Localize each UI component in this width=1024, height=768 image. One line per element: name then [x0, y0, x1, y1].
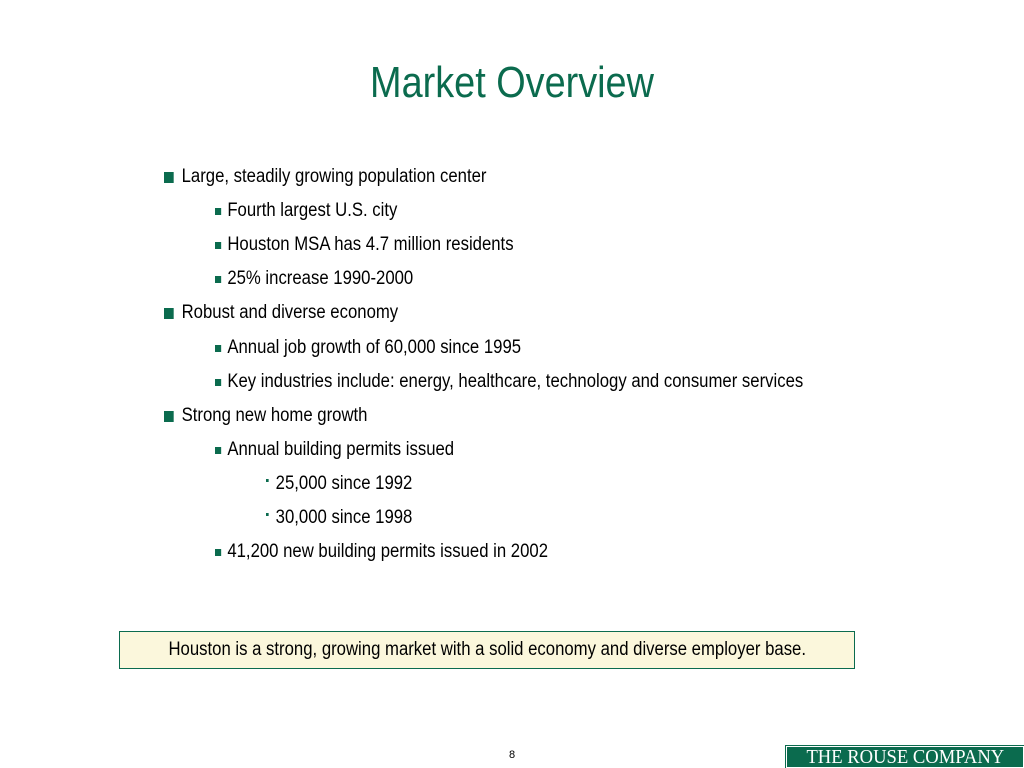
- bullet-item: [215, 198, 397, 224]
- bullet-item: [164, 403, 367, 429]
- bullet-item: [215, 232, 514, 258]
- bullet-item: [215, 437, 454, 463]
- bullet-item: [215, 369, 803, 395]
- square-bullet-icon: [215, 276, 221, 283]
- square-bullet-icon: [215, 345, 221, 352]
- slide-title: Market Overview: [370, 58, 654, 107]
- bullet-text: Large, steadily growing population center: [181, 166, 487, 187]
- bullet-text: 25,000 since 1992: [275, 473, 413, 494]
- bullet-text: 25% increase 1990-2000: [227, 268, 414, 289]
- bullet-text: Key industries include: energy, healthcare, technology and consumer services: [227, 371, 804, 392]
- company-logo-text: THE ROUSE COMPANY: [806, 745, 1004, 768]
- bullet-item: [215, 335, 521, 361]
- bullet-item: [164, 300, 398, 326]
- bullet-item: [266, 471, 412, 497]
- dot-bullet-icon: [266, 513, 269, 516]
- page-number: 8: [508, 749, 516, 761]
- bullet-item: [215, 266, 413, 292]
- square-bullet-icon: [215, 549, 221, 556]
- square-bullet-icon: [164, 172, 174, 183]
- bullet-text: Robust and diverse economy: [181, 302, 399, 323]
- company-logo: [786, 746, 1024, 768]
- square-bullet-icon: [164, 308, 174, 319]
- bullet-item: [266, 505, 412, 531]
- bullet-text: 41,200 new building permits issued in 2002: [227, 541, 548, 562]
- bullet-text: Annual job growth of 60,000 since 1995: [227, 337, 522, 358]
- bullet-text: Houston MSA has 4.7 million residents: [227, 234, 514, 255]
- callout-text: Houston is a strong, growing market with a solid economy and diverse employer base.: [168, 639, 806, 660]
- bullet-item: [215, 539, 548, 565]
- bullet-text: 30,000 since 1998: [275, 507, 413, 528]
- square-bullet-icon: [215, 379, 221, 386]
- square-bullet-icon: [215, 208, 221, 215]
- bullet-text: Strong new home growth: [181, 405, 368, 426]
- dot-bullet-icon: [266, 479, 269, 482]
- square-bullet-icon: [215, 447, 221, 454]
- square-bullet-icon: [164, 411, 174, 422]
- square-bullet-icon: [215, 242, 221, 249]
- bullet-text: Annual building permits issued: [227, 439, 455, 460]
- summary-callout-box: [119, 631, 855, 669]
- bullet-item: [164, 164, 486, 190]
- bullet-text: Fourth largest U.S. city: [227, 200, 398, 221]
